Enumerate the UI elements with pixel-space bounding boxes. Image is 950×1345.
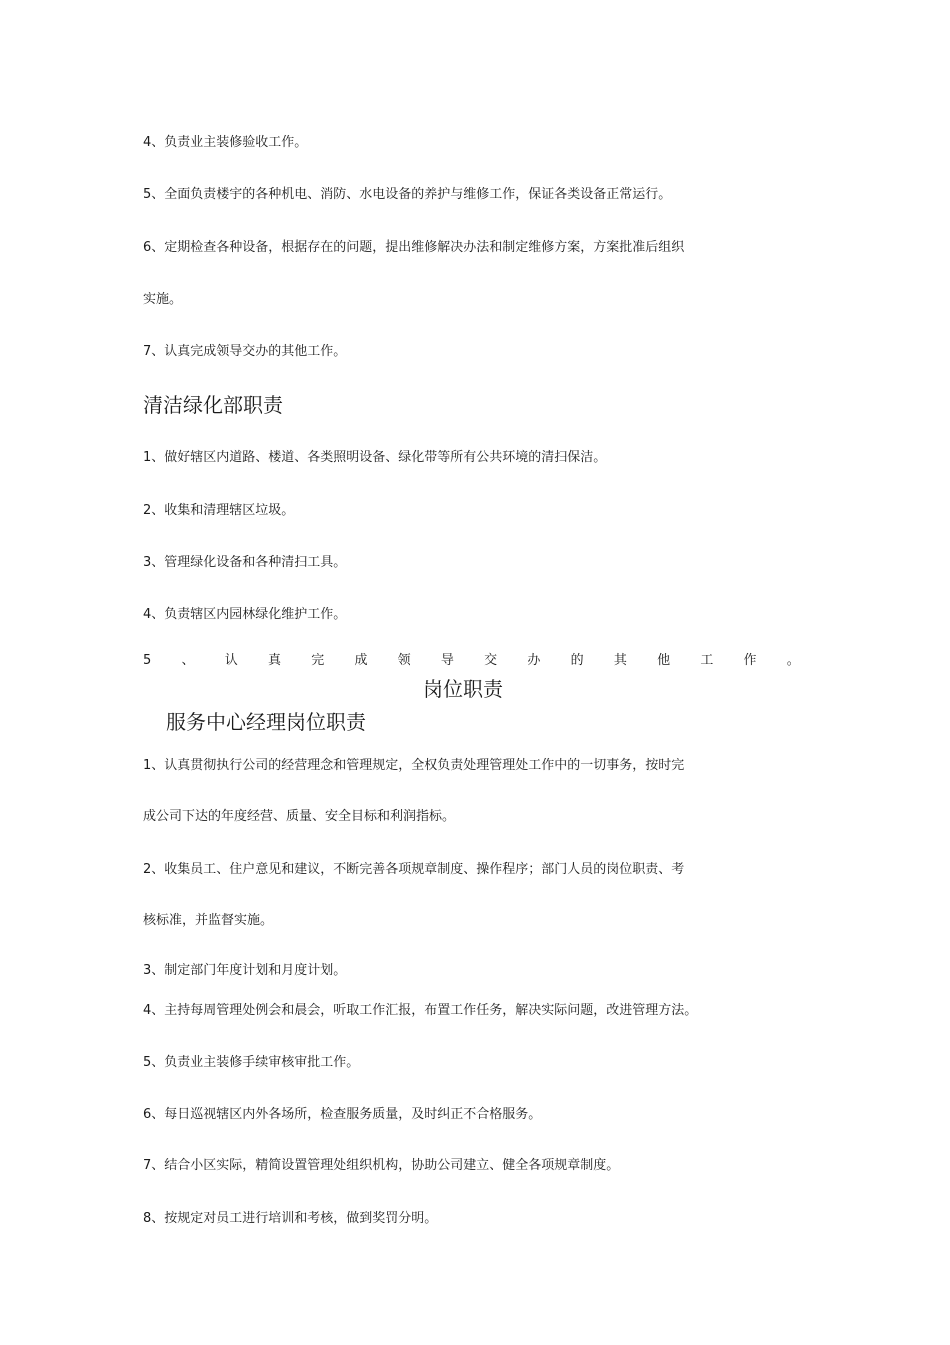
- justified-list-item: [143, 652, 800, 670]
- justified-char: 办: [527, 653, 541, 668]
- list-item: 2、收集和清理辖区垃圾。: [143, 503, 295, 518]
- justified-char: 导: [440, 653, 454, 668]
- justified-char: 、: [181, 653, 195, 668]
- justified-char: 作: [743, 653, 757, 668]
- justified-char: 5: [143, 653, 152, 668]
- justified-char: 交: [484, 653, 498, 668]
- justified-char: 成: [354, 653, 368, 668]
- section-heading: 服务中心经理岗位职责: [166, 710, 366, 734]
- list-item: 3、制定部门年度计划和月度计划。: [143, 963, 347, 978]
- justified-char: 他: [657, 653, 671, 668]
- justified-char: 其: [613, 653, 627, 668]
- justified-char: 工: [700, 653, 714, 668]
- list-item: 4、主持每周管理处例会和晨会，听取工作汇报，布置工作任务，解决实际问题，改进管理方法。: [143, 1003, 698, 1018]
- list-item: 5、全面负责楼宇的各种机电、消防、水电设备的养护与维修工作，保证各类设备正常运行。: [143, 187, 672, 202]
- justified-char: 。: [786, 653, 800, 668]
- list-item: 2、收集员工、住户意见和建议，不断完善各项规章制度、操作程序；部门人员的岗位职责、考: [143, 862, 685, 877]
- list-item: 6、每日巡视辖区内外各场所，检查服务质量，及时纠正不合格服务。: [143, 1107, 542, 1122]
- list-item-continuation: 成公司下达的年度经营、质量、安全目标和利润指标。: [143, 809, 456, 824]
- justified-char: 的: [570, 653, 584, 668]
- list-item-continuation: 核标准，并监督实施。: [143, 913, 274, 928]
- list-item-continuation: 实施。: [143, 292, 183, 307]
- justified-char: 真: [267, 653, 281, 668]
- list-item: 7、结合小区实际，精简设置管理处组织机构，协助公司建立、健全各项规章制度。: [143, 1158, 620, 1173]
- list-item: 5、负责业主装修手续审核审批工作。: [143, 1055, 360, 1070]
- list-item: 4、负责辖区内园林绿化维护工作。: [143, 607, 347, 622]
- list-item: 1、认真贯彻执行公司的经营理念和管理规定，全权负责处理管理处工作中的一切事务，按时完: [143, 758, 685, 773]
- page-title: 岗位职责: [423, 677, 503, 701]
- list-item: 7、认真完成领导交办的其他工作。: [143, 344, 347, 359]
- justified-char: 领: [397, 653, 411, 668]
- section-heading: 清洁绿化部职责: [143, 393, 283, 417]
- list-item: 6、定期检查各种设备，根据存在的问题，提出维修解决办法和制定维修方案，方案批准后组织: [143, 240, 685, 255]
- list-item: 3、管理绿化设备和各种清扫工具。: [143, 555, 347, 570]
- justified-char: 完: [311, 653, 325, 668]
- justified-char: 认: [224, 653, 238, 668]
- list-item: 4、负责业主装修验收工作。: [143, 135, 308, 150]
- list-item: 1、做好辖区内道路、楼道、各类照明设备、绿化带等所有公共环境的清扫保洁。: [143, 450, 607, 465]
- list-item: 8、按规定对员工进行培训和考核，做到奖罚分明。: [143, 1211, 438, 1226]
